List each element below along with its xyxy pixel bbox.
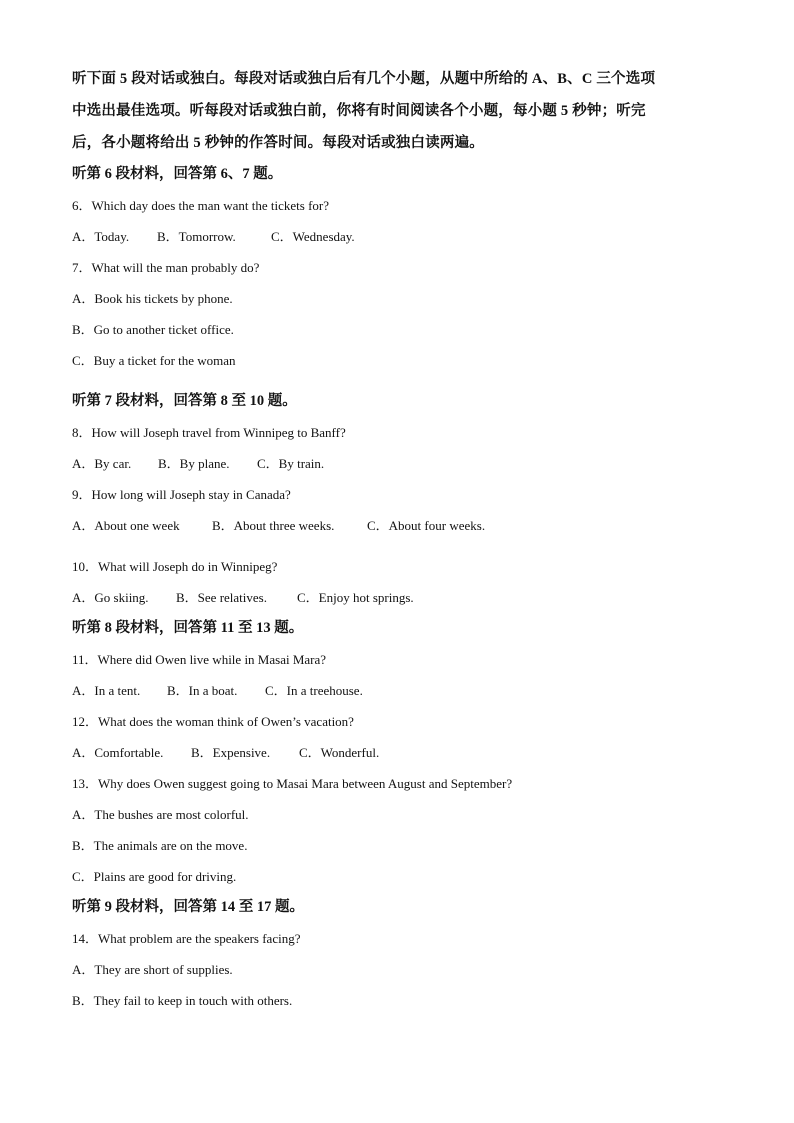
option-line: B．The animals are on the move. (72, 838, 248, 853)
option-a: A．Comfortable. (72, 745, 164, 760)
option-line: A．They are short of supplies. (72, 962, 233, 977)
section-heading: 听第 7 段材料，回答第 8 至 10 题。 (72, 393, 297, 409)
listening-instructions (72, 63, 732, 159)
option-c: C．By train. (257, 456, 325, 471)
question-stem: 12．What does the woman think of Owen’s vacation? (72, 714, 354, 729)
option-line: A．Book his tickets by phone. (72, 291, 233, 306)
option-c: C．In a treehouse. (265, 683, 363, 698)
option-c: C．Wednesday. (271, 229, 355, 244)
option-b: B．In a boat. (167, 683, 238, 698)
instruction-line: 中选出最佳选项。听每段对话或独白前，你将有时间阅读各个小题，每小题 5 秒钟；听完 (72, 103, 646, 119)
option-b: B．About three weeks. (212, 518, 335, 533)
option-a: A．About one week (72, 518, 180, 533)
option-b: B．By plane. (158, 456, 230, 471)
section-heading: 听第 6 段材料，回答第 6、7 题。 (72, 166, 283, 182)
option-row (72, 448, 732, 479)
option-b: B．Tomorrow. (157, 229, 236, 244)
exam-page (72, 63, 732, 1016)
option-c: C．Enjoy hot springs. (297, 590, 414, 605)
question-stem: 11．Where did Owen live while in Masai Mara? (72, 652, 327, 667)
option-line: B．Go to another ticket office. (72, 322, 234, 337)
question-stem: 7．What will the man probably do? (72, 260, 260, 275)
option-a: A．Go skiing. (72, 590, 149, 605)
option-line: A．The bushes are most colorful. (72, 807, 249, 822)
option-row (72, 510, 732, 541)
instruction-line: 后，各小题将给出 5 秒钟的作答时间。每段对话或独白读两遍。 (72, 135, 484, 151)
question-stem: 10．What will Joseph do in Winnipeg? (72, 559, 278, 574)
option-line: C．Buy a ticket for the woman (72, 353, 236, 368)
option-row (72, 737, 732, 768)
option-a: A．Today. (72, 229, 130, 244)
option-row (72, 221, 732, 252)
option-a: A．By car. (72, 456, 132, 471)
option-line: B．They fail to keep in touch with others. (72, 993, 293, 1008)
option-c: C．About four weeks. (367, 518, 486, 533)
section-heading: 听第 9 段材料，回答第 14 至 17 题。 (72, 899, 304, 915)
instruction-line: 听下面 5 段对话或独白。每段对话或独白后有几个小题，从题中所给的 A、B、C 三个选项 (72, 71, 656, 87)
section-heading: 听第 8 段材料，回答第 11 至 13 题。 (72, 620, 304, 636)
option-b: B．Expensive. (191, 745, 271, 760)
option-line: C．Plains are good for driving. (72, 869, 237, 884)
question-stem: 14．What problem are the speakers facing? (72, 931, 301, 946)
question-stem: 8．How will Joseph travel from Winnipeg to Banff? (72, 425, 346, 440)
option-c: C．Wonderful. (299, 745, 380, 760)
option-a: A．In a tent. (72, 683, 141, 698)
question-stem: 13．Why does Owen suggest going to Masai Mara between August and September? (72, 776, 513, 791)
question-stem: 6．Which day does the man want the tickets for? (72, 198, 330, 213)
option-row (72, 675, 732, 706)
question-stem: 9．How long will Joseph stay in Canada? (72, 487, 291, 502)
option-row (72, 582, 732, 613)
option-b: B．See relatives. (176, 590, 267, 605)
